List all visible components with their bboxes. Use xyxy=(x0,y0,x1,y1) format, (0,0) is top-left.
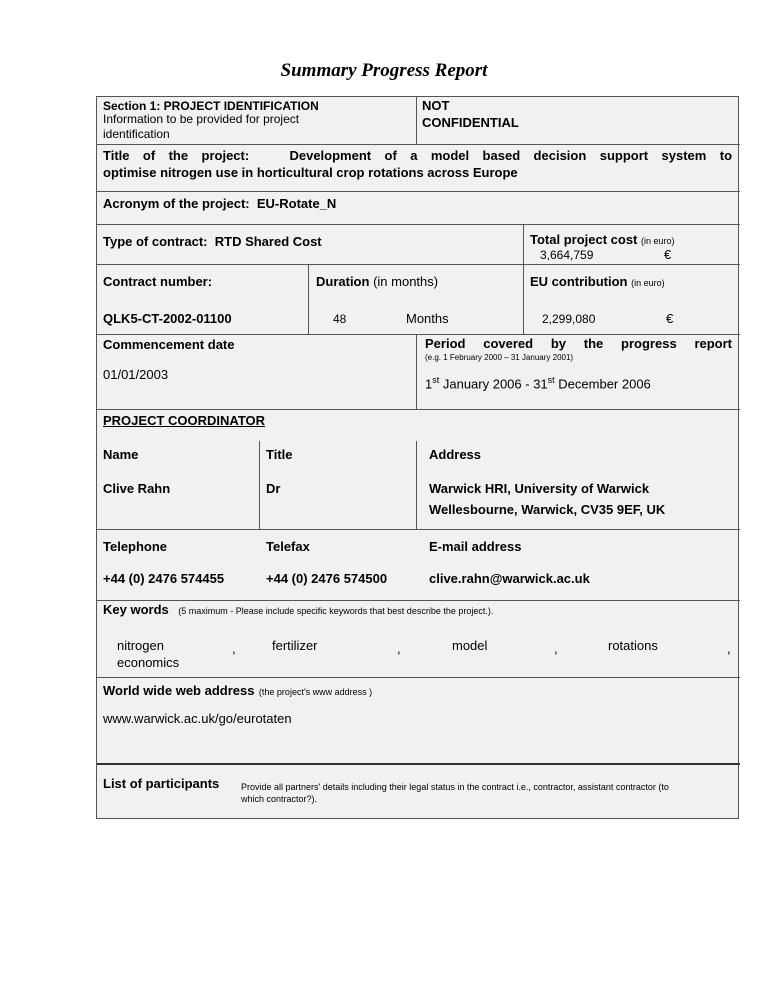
total-cost-currency: € xyxy=(664,247,672,262)
duration-label-row xyxy=(316,274,438,289)
total-cost-label-row xyxy=(530,232,675,247)
project-title-line2: optimise nitrogen use in horticultural crop rotations across Europe xyxy=(103,165,518,180)
duration-word: Months xyxy=(406,311,449,326)
keywords-heading xyxy=(103,601,493,619)
eu-contribution-label-row xyxy=(530,274,665,289)
keyword-2: fertilizer xyxy=(272,638,318,653)
contract-type-value: RTD Shared Cost xyxy=(214,234,322,249)
commencement-date: 01/01/2003 xyxy=(103,367,169,382)
website-label: World wide web address xyxy=(103,683,255,698)
participants-label: List of participants xyxy=(103,776,220,791)
project-title xyxy=(103,147,732,181)
keyword-3: model xyxy=(452,638,488,653)
coordinator-name: Clive Rahn xyxy=(103,481,171,496)
participants-instruction: Provide all partners' details including their legal status in the contract i.e., contractor, assistant contractor (to which contractor?). xyxy=(241,782,669,804)
coordinator-name-label: Name xyxy=(103,447,139,462)
section-heading: Section 1: PROJECT IDENTIFICATION xyxy=(103,99,319,113)
eu-contribution-label: EU contribution xyxy=(530,274,628,289)
period-value: 1st January 2006 - 31st December 2006 xyxy=(425,375,651,392)
keywords-label: Key words xyxy=(103,602,169,617)
keyword-separator: , xyxy=(232,641,236,656)
website-instruction: (the project's www address ) xyxy=(258,687,373,697)
period-example: (e.g. 1 February 2000 – 31 January 2001) xyxy=(425,353,574,362)
keyword-1: nitrogen xyxy=(117,638,164,653)
website-url[interactable]: www.warwick.ac.uk/go/eurotaten xyxy=(103,711,292,726)
telephone-value: +44 (0) 2476 574455 xyxy=(103,571,225,586)
keyword-separator: , xyxy=(727,641,731,656)
report-title: Summary Progress Report xyxy=(280,60,488,81)
coordinator-address-line2: Wellesbourne, Warwick, CV35 9EF, UK xyxy=(429,502,666,517)
project-title-line1: Development of a model based decision support system to xyxy=(289,148,733,163)
duration-label: Duration xyxy=(316,274,370,289)
confidentiality-line1: NOT xyxy=(422,98,450,113)
contract-number-value: QLK5-CT-2002-01100 xyxy=(103,311,232,326)
acronym-value: EU-Rotate_N xyxy=(256,196,337,211)
website-heading xyxy=(103,682,372,700)
email-value: clive.rahn@warwick.ac.uk xyxy=(429,571,590,586)
email-label: E-mail address xyxy=(429,539,522,554)
project-identification-form xyxy=(96,96,739,819)
total-cost-label: Total project cost xyxy=(530,232,638,247)
contract-number-label: Contract number: xyxy=(103,274,213,289)
section-note-line2: identification xyxy=(103,127,170,141)
eu-contribution-value: 2,299,080 xyxy=(542,312,596,326)
acronym-label: Acronym of the project: xyxy=(103,196,250,211)
keyword-separator: , xyxy=(397,641,401,656)
contract-type-label: Type of contract: xyxy=(103,234,208,249)
confidentiality-line2: CONFIDENTIAL xyxy=(422,115,519,130)
coordinator-heading: PROJECT COORDINATOR xyxy=(103,413,266,428)
keyword-separator: , xyxy=(554,641,558,656)
contract-type-row xyxy=(103,234,322,249)
total-cost-value: 3,664,759 xyxy=(540,248,594,262)
duration-unit: (in months) xyxy=(373,274,439,289)
acronym-row xyxy=(103,196,336,211)
commencement-label: Commencement date xyxy=(103,337,235,352)
eu-contribution-unit: (in euro) xyxy=(631,278,665,288)
total-cost-unit: (in euro) xyxy=(641,236,675,246)
eu-contribution-currency: € xyxy=(666,311,674,326)
keyword-4: rotations xyxy=(608,638,658,653)
telefax-label: Telefax xyxy=(266,539,310,554)
project-title-label: Title of the project: xyxy=(103,148,250,163)
duration-value: 48 xyxy=(333,312,347,326)
keyword-5: economics xyxy=(117,655,180,670)
telefax-value: +44 (0) 2476 574500 xyxy=(266,571,388,586)
keywords-instruction: (5 maximum - Please include specific keywords that best describe the project.). xyxy=(178,606,494,616)
coordinator-title: Dr xyxy=(266,481,281,496)
coordinator-address-label: Address xyxy=(429,447,482,462)
coordinator-address-line1: Warwick HRI, University of Warwick xyxy=(429,481,650,496)
period-label: Period covered by the progress report xyxy=(425,336,732,351)
section-note-line1: Information to be provided for project xyxy=(103,112,300,126)
telephone-label: Telephone xyxy=(103,539,168,554)
coordinator-title-label: Title xyxy=(266,447,293,462)
